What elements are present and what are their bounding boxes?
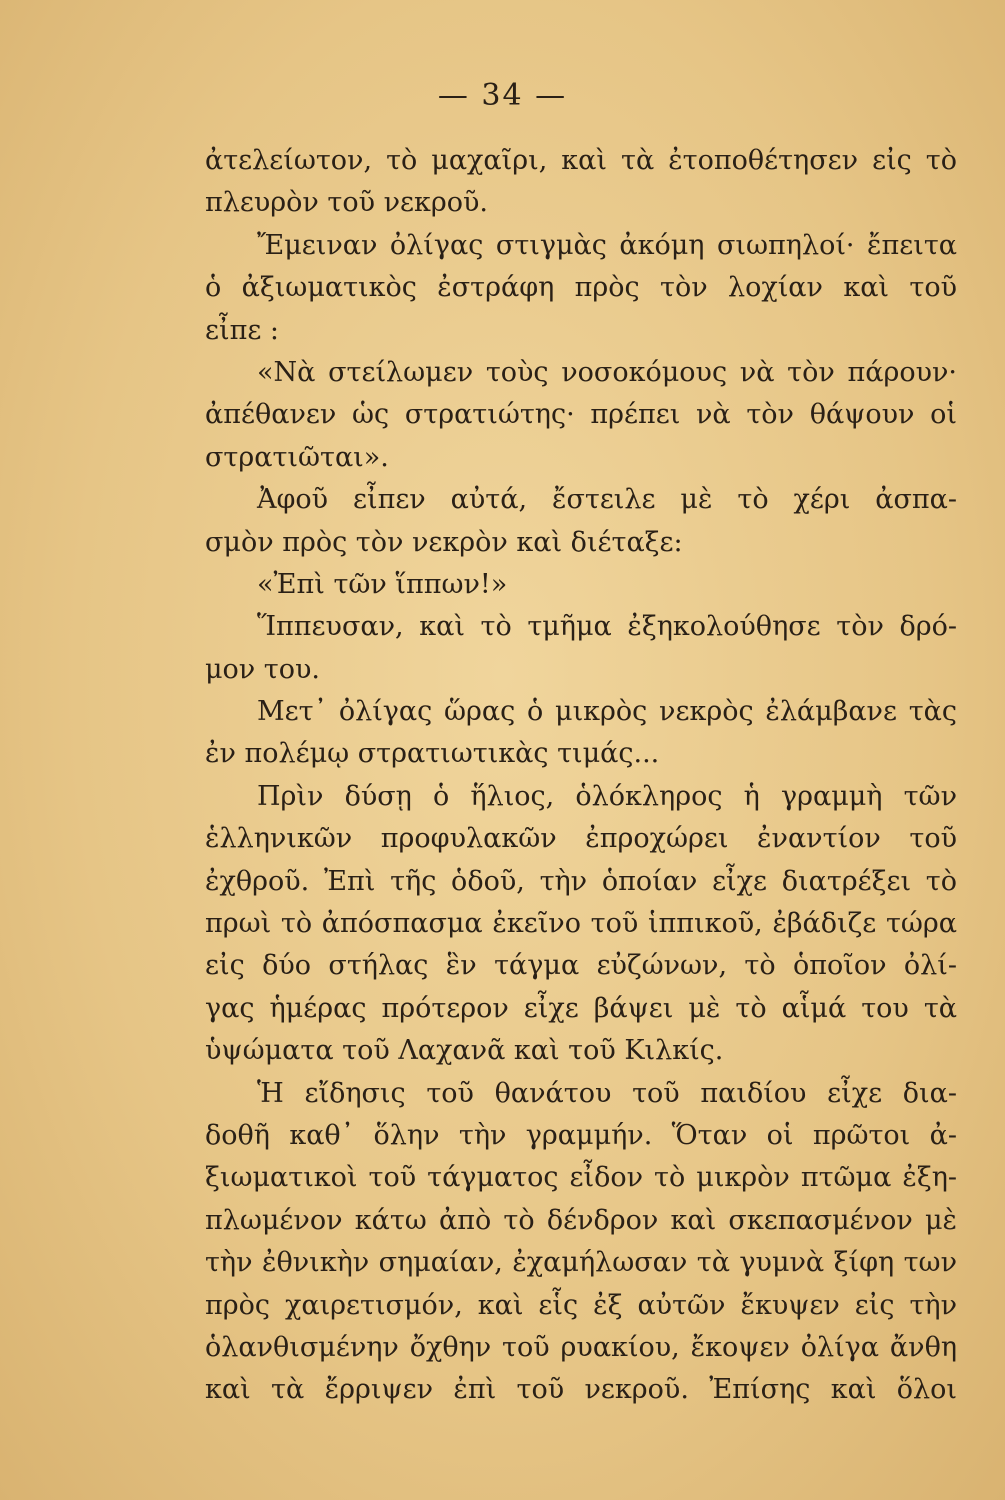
text-line: ὑψώματα τοῦ Λαχανᾶ καὶ τοῦ Κιλκίς. xyxy=(205,1035,724,1067)
text-line: πλευρὸν τοῦ νεκροῦ. xyxy=(205,187,488,219)
text-line: εἰς δύο στήλας ἓν τάγμα εὐζώνων, τὸ ὁποῖον ὀλί- xyxy=(205,950,957,982)
text-line: Μετ᾽ ὀλίγας ὥρας ὁ μικρὸς νεκρὸς ἐλάμβανε τὰς xyxy=(257,696,957,728)
text-line: πρὸς χαιρετισμόν, καὶ εἷς ἐξ αὐτῶν ἔκυψεν εἰς τὴν xyxy=(205,1289,957,1321)
text-line: δοθῆ καθ᾽ ὅλην τὴν γραμμήν. Ὅταν οἱ πρῶτοι ἀ- xyxy=(205,1119,957,1151)
text-line: γας ἡμέρας πρότερον εἶχε βάψει μὲ τὸ αἷμά του τὰ xyxy=(205,992,957,1024)
text-line: «Νὰ στείλωμεν τοὺς νοσοκόμους νὰ τὸν πάρουν· xyxy=(257,356,957,388)
text-line: ἑλληνικῶν προφυλακῶν ἐπροχώρει ἐναντίον τοῦ xyxy=(205,823,957,855)
text-line: ἐχθροῦ. Ἐπὶ τῆς ὁδοῦ, τὴν ὁποίαν εἶχε διατρέξει τὸ xyxy=(205,865,957,897)
text-line: Ἵππευσαν, καὶ τὸ τμῆμα ἐξηκολούθησε τὸν δρό- xyxy=(257,611,957,643)
text-line: Πρὶν δύσῃ ὁ ἥλιος, ὁλόκληρος ἡ γραμμὴ τῶν xyxy=(257,780,957,812)
text-line: σμὸν πρὸς τὸν νεκρὸν καὶ διέταξε: xyxy=(205,526,683,558)
text-line: ἀτελείωτον, τὸ μαχαῖρι, καὶ τὰ ἐτοποθέτησεν εἰς τὸ xyxy=(205,145,957,176)
text-line: μον του. xyxy=(205,653,320,685)
text-line: «Ἐπὶ τῶν ἵππων!» xyxy=(257,568,508,600)
text-line: τὴν ἐθνικὴν σημαίαν, ἐχαμήλωσαν τὰ γυμνὰ ξίφη των xyxy=(205,1247,957,1279)
text-line: Ἡ εἴδησις τοῦ θανάτου τοῦ παιδίου εἶχε δια- xyxy=(257,1077,957,1109)
text-line: Ἀφοῦ εἶπεν αὐτά, ἔστειλε μὲ τὸ χέρι ἀσπα- xyxy=(257,484,957,516)
text-line: ἐν πολέμῳ στρατιωτικὰς τιμάς... xyxy=(205,738,660,770)
text-line: καὶ τὰ ἔρριψεν ἐπὶ τοῦ νεκροῦ. Ἐπίσης καὶ ὅλοι xyxy=(205,1374,957,1406)
text-line: στρατιῶται». xyxy=(205,441,389,473)
text-line: ξιωματικοὶ τοῦ τάγματος εἶδον τὸ μικρὸν πτῶμα ἐξη- xyxy=(205,1162,957,1194)
text-line: ὁλανθισμένην ὄχθην τοῦ ρυακίου, ἔκοψεν ὀλίγα ἄνθη xyxy=(205,1331,957,1363)
text-line: πρωὶ τὸ ἀπόσπασμα ἐκεῖνο τοῦ ἱππικοῦ, ἐβάδιζε τώρα xyxy=(205,908,957,940)
body-text xyxy=(205,140,957,1412)
text-line: εἶπε : xyxy=(205,314,279,346)
text-line: πλωμένον κάτω ἀπὸ τὸ δένδρον καὶ σκεπασμένον μὲ xyxy=(205,1204,957,1236)
text-line: Ἔμειναν ὀλίγας στιγμὰς ἀκόμη σιωπηλοί· ἔπειτα xyxy=(257,229,957,261)
text-line: ὁ ἀξιωματικὸς ἐστράφη πρὸς τὸν λοχίαν καὶ τοῦ xyxy=(205,272,957,304)
text-line: ἀπέθανεν ὡς στρατιώτης· πρέπει νὰ τὸν θάψουν οἱ xyxy=(205,399,957,431)
page-number: — 34 — xyxy=(437,78,568,113)
